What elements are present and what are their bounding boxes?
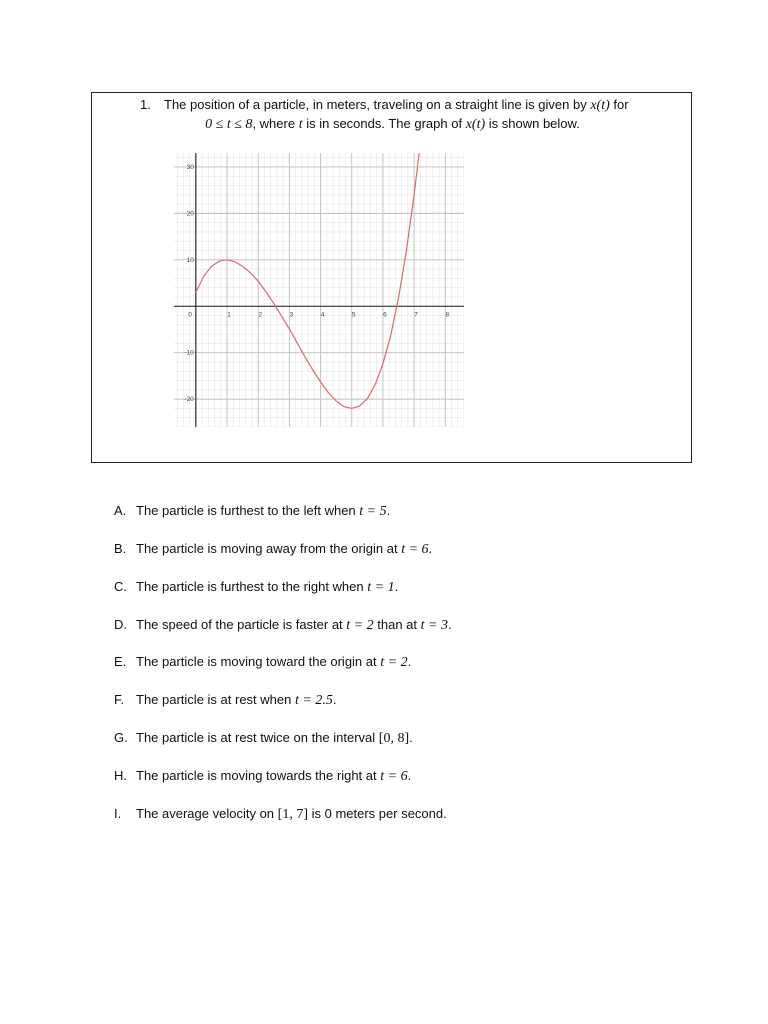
question-function-2: x(t) — [465, 117, 486, 132]
option-e — [114, 654, 674, 671]
question-box — [91, 92, 692, 463]
option-end: is 0 meters per second. — [311, 806, 447, 821]
minor-grid — [174, 153, 464, 427]
y-tick-label: -20 — [184, 396, 194, 404]
option-end: . — [448, 617, 452, 632]
option-text: The particle is at rest when — [136, 692, 292, 707]
y-tick-label: -10 — [184, 349, 194, 357]
y-tick-label: 20 — [186, 210, 194, 218]
option-letter: A. — [114, 503, 127, 518]
question-line-1 — [140, 97, 680, 114]
option-b — [114, 541, 674, 558]
x-tick-label: 4 — [320, 311, 325, 319]
option-f — [114, 692, 674, 709]
x-tick-label: 5 — [351, 311, 356, 319]
option-letter: D. — [114, 617, 127, 632]
option-h — [114, 768, 674, 785]
option-end: . — [332, 692, 337, 707]
option-letter: H. — [114, 768, 127, 783]
question-text-b: for — [613, 97, 629, 112]
option-text: The particle is furthest to the left when — [136, 503, 356, 518]
option-g — [114, 730, 674, 747]
option-mid: than at — [377, 617, 418, 632]
position-curve — [196, 153, 442, 408]
option-letter: G. — [114, 730, 128, 745]
x-tick-label: 8 — [445, 311, 450, 319]
question-text-a: The position of a particle, in meters, traveling on a straight line is given by — [164, 97, 587, 112]
question-text-d: is in seconds. The graph of — [306, 116, 463, 131]
option-math-2: t = 3 — [420, 618, 448, 633]
y-tick-label: 30 — [186, 163, 194, 171]
question-line-2 — [92, 116, 693, 133]
option-math: t = 5 — [359, 504, 387, 519]
question-number: 1. — [140, 97, 151, 112]
option-math: t = 2.5 — [294, 693, 333, 708]
x-tick-label: 3 — [289, 311, 294, 319]
option-end: . — [409, 730, 413, 745]
y-tick-label: 10 — [186, 256, 194, 264]
question-function: x(t) — [590, 98, 610, 113]
option-letter: C. — [114, 579, 127, 594]
option-end: . — [407, 768, 412, 783]
option-c — [114, 579, 674, 596]
option-math: t = 2 — [346, 618, 374, 633]
option-end: . — [428, 541, 433, 556]
option-letter: I. — [114, 806, 122, 821]
option-text: The particle is furthest to the right when — [136, 579, 364, 594]
question-interval: 0 ≤ t ≤ 8 — [205, 117, 253, 132]
option-math: [0, 8] — [378, 731, 410, 746]
option-letter: E. — [114, 654, 127, 669]
x-tick-label: 7 — [414, 311, 418, 319]
x-tick-label: 6 — [383, 311, 387, 319]
option-math: t = 2 — [380, 655, 408, 670]
x-tick-label: 2 — [258, 311, 263, 319]
option-math: t = 1 — [367, 580, 395, 595]
option-math: t = 6 — [380, 769, 408, 784]
x-tick-label: 1 — [227, 311, 231, 319]
option-end: . — [394, 579, 399, 594]
position-graph — [174, 153, 464, 427]
x-tick-label: 0 — [188, 311, 192, 319]
option-i — [114, 806, 674, 823]
option-text: The speed of the particle is faster at — [136, 617, 343, 632]
option-text: The average velocity on — [136, 806, 275, 821]
option-a — [114, 503, 674, 520]
option-end: . — [386, 503, 391, 518]
option-text: The particle is moving away from the origin at — [136, 541, 398, 556]
tick-labels — [184, 164, 449, 403]
option-text: The particle is moving toward the origin at — [136, 654, 377, 669]
question-var-t: t — [298, 117, 303, 132]
question-text-e: is shown below. — [488, 116, 580, 131]
option-math: [1, 7] — [277, 807, 308, 822]
option-text: The particle is at rest twice on the interval — [136, 730, 376, 745]
option-d — [114, 617, 674, 634]
option-letter: B. — [114, 541, 127, 556]
option-letter: F. — [114, 692, 125, 707]
option-end: . — [407, 654, 412, 669]
option-text: The particle is moving towards the right at — [136, 768, 377, 783]
question-text-c: , where — [252, 116, 296, 131]
option-math: t = 6 — [401, 542, 429, 557]
